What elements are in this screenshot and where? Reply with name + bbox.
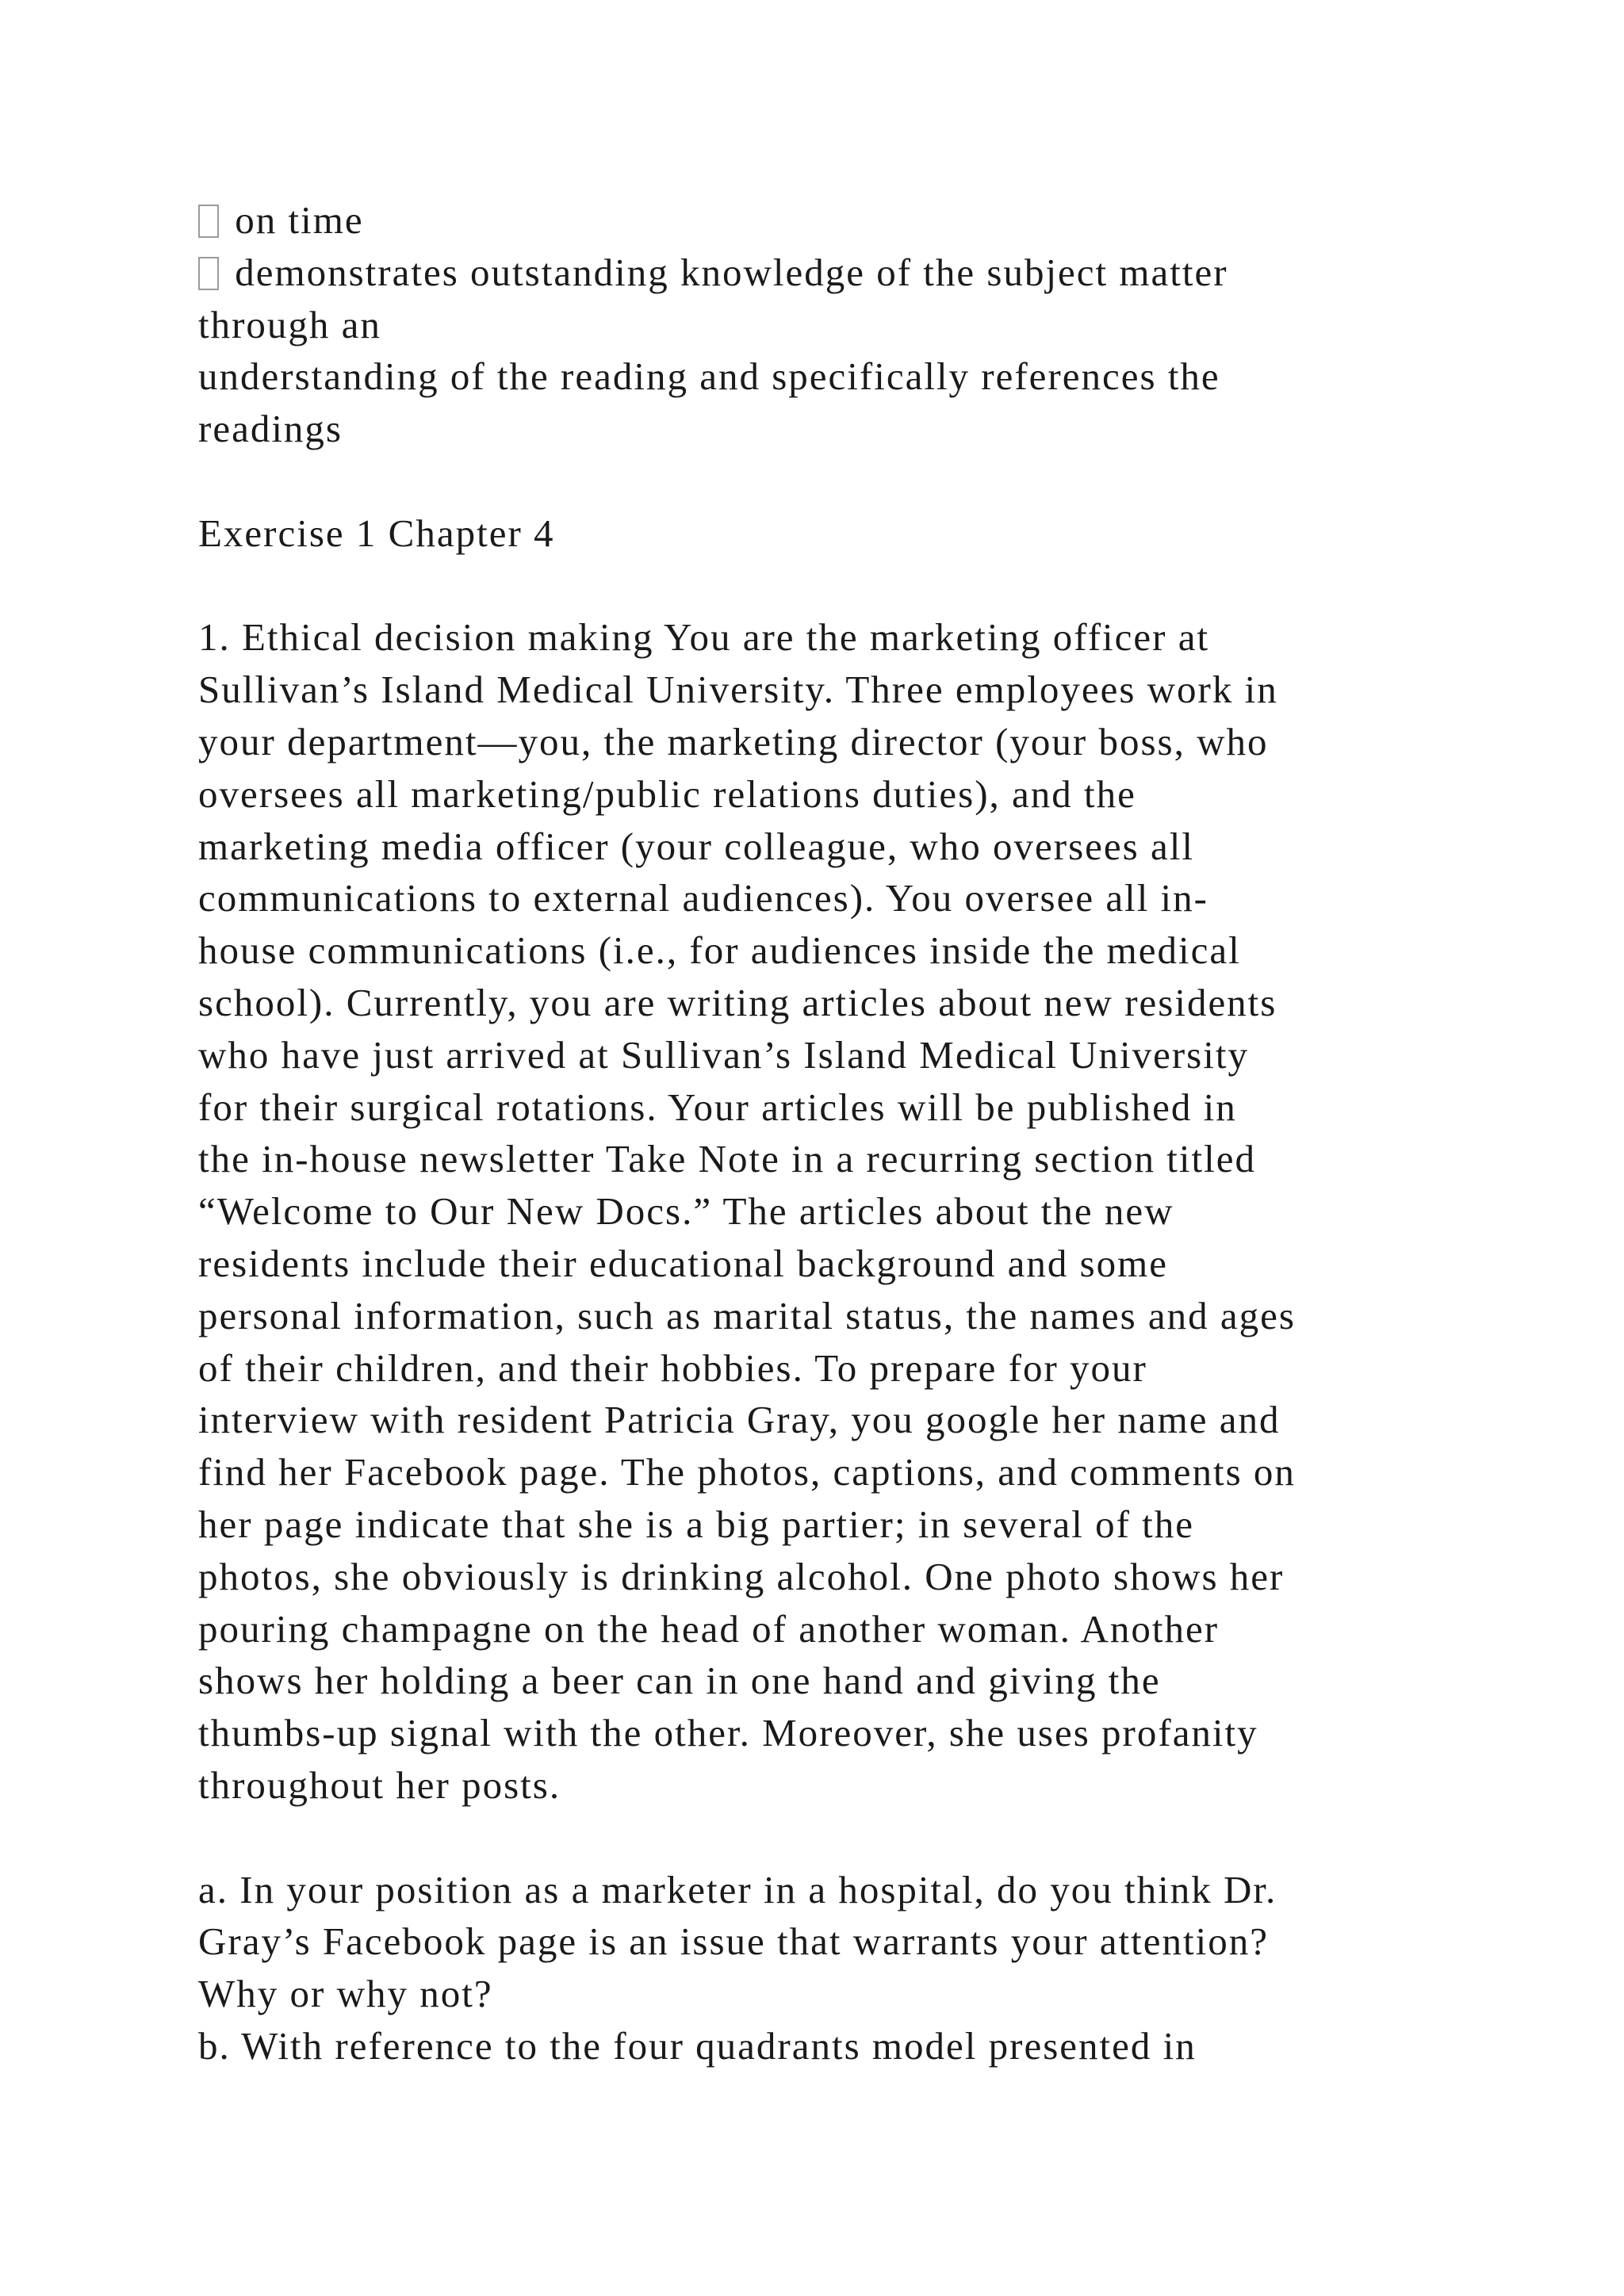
blank-line — [198, 455, 1483, 507]
paragraph-line: interview with resident Patricia Gray, you google her name and — [198, 1398, 1281, 1442]
paragraph-line: of their children, and their hobbies. To prepare for your — [198, 1345, 1147, 1390]
bullet-continuation-line: through an — [198, 302, 381, 346]
question-line: Gray’s Facebook page is an issue that warrants your attention? — [198, 1919, 1270, 1964]
exercise-paragraph — [198, 611, 1483, 1811]
bullet-continuation-line: understanding of the reading and specifically references the — [198, 354, 1220, 399]
paragraph-line: marketing media officer (your colleague, who oversees all — [198, 824, 1194, 868]
paragraph-line: your department—you, the marketing director (your boss, who — [198, 719, 1269, 763]
bullet-item-2 — [198, 247, 1483, 299]
question-line: Why or why not? — [198, 1972, 493, 2016]
missing-glyph-box-icon — [198, 205, 219, 238]
paragraph-line: throughout her posts. — [198, 1762, 561, 1807]
paragraph-line: Sullivan’s Island Medical University. Three employees work in — [198, 668, 1278, 712]
paragraph-line: the in-house newsletter Take Note in a recurring section titled — [198, 1137, 1257, 1181]
paragraph-line: find her Facebook page. The photos, captions, and comments on — [198, 1450, 1296, 1494]
missing-glyph-box-icon — [198, 257, 219, 290]
questions — [198, 1864, 1483, 2072]
paragraph-line: school). Currently, you are writing articles about new residents — [198, 980, 1277, 1024]
bullet-text: demonstrates outstanding knowledge of the subject matter — [224, 250, 1228, 294]
exercise-heading: Exercise 1 Chapter 4 — [198, 511, 555, 555]
paragraph-line: who have just arrived at Sullivan’s Island Medical University — [198, 1032, 1249, 1077]
paragraph-line: communications to external audiences). You oversee all in- — [198, 876, 1208, 920]
paragraph-line: thumbs-up signal with the other. Moreover, she uses profanity — [198, 1711, 1258, 1755]
paragraph-line: oversees all marketing/public relations duties), and the — [198, 771, 1136, 816]
paragraph-line: personal information, such as marital status, the names and ages — [198, 1293, 1296, 1337]
bullet-continuation-line: readings — [198, 407, 343, 451]
question-line: b. With reference to the four quadrants model presented in — [198, 2023, 1197, 2068]
paragraph-line: 1. Ethical decision making You are the marketing officer at — [198, 615, 1210, 660]
blank-line — [198, 1812, 1483, 1864]
bullet-item-1 — [198, 194, 1483, 247]
paragraph-line: her page indicate that she is a big partier; in several of the — [198, 1502, 1195, 1546]
question-line: a. In your position as a marketer in a hospital, do you think Dr. — [198, 1867, 1277, 1911]
paragraph-line: pouring champagne on the head of another woman. Another — [198, 1606, 1220, 1651]
paragraph-line: residents include their educational background and some — [198, 1241, 1169, 1285]
blank-line — [198, 560, 1483, 612]
bullet-text: on time — [224, 198, 364, 242]
document-page — [198, 194, 1483, 2072]
paragraph-line: shows her holding a beer can in one hand and giving the — [198, 1659, 1161, 1703]
paragraph-line: photos, she obviously is drinking alcohol. One photo shows her — [198, 1554, 1285, 1598]
paragraph-line: “Welcome to Our New Docs.” The articles about the new — [198, 1189, 1174, 1234]
paragraph-line: for their surgical rotations. Your articles will be published in — [198, 1085, 1237, 1129]
paragraph-line: house communications (i.e., for audiences inside the medical — [198, 928, 1241, 973]
